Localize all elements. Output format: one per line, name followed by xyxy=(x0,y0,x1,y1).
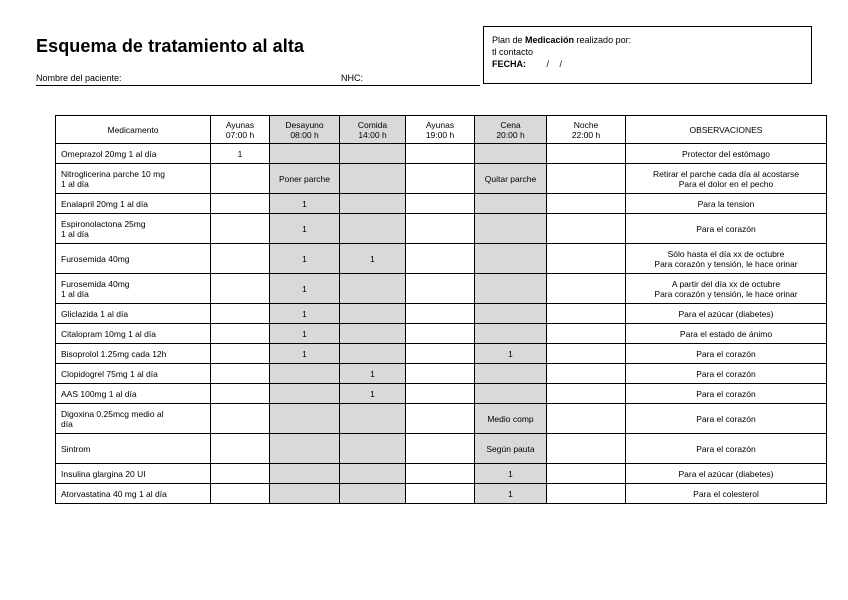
dose-cell-ayunas2 xyxy=(406,434,475,464)
header-ayunas-1900: Ayunas 19:00 h xyxy=(406,116,475,144)
dose-cell-ayunas2 xyxy=(406,464,475,484)
dose-cell-comida xyxy=(340,344,406,364)
dose-cell-ayunas1 xyxy=(211,384,270,404)
observations-cell: Retirar el parche cada día al acostarse Para el dolor en el pecho xyxy=(626,164,827,194)
dose-cell-noche xyxy=(547,144,626,164)
dose-cell-desayuno: 1 xyxy=(270,194,340,214)
dose-cell-comida: 1 xyxy=(340,364,406,384)
dose-cell-noche xyxy=(547,344,626,364)
dose-cell-desayuno: 1 xyxy=(270,324,340,344)
dose-cell-noche xyxy=(547,404,626,434)
dose-cell-ayunas1 xyxy=(211,324,270,344)
dose-cell-ayunas2 xyxy=(406,364,475,384)
dose-cell-ayunas2 xyxy=(406,304,475,324)
medication-name-cell: Insulina glargina 20 UI xyxy=(56,464,211,484)
patient-name-label: Nombre del paciente: xyxy=(36,73,122,83)
table-row xyxy=(56,244,827,274)
header-medicamento: Medicamento xyxy=(56,116,211,144)
dose-cell-ayunas1 xyxy=(211,214,270,244)
plan-prefix: Plan de xyxy=(492,35,526,45)
observations-cell: Para el estado de ánimo xyxy=(626,324,827,344)
dose-cell-desayuno: 1 xyxy=(270,344,340,364)
medication-name-cell: Clopidogrel 75mg 1 al día xyxy=(56,364,211,384)
header-cena: Cena 20:00 h xyxy=(475,116,547,144)
medication-schedule-table xyxy=(55,115,827,504)
dose-cell-noche xyxy=(547,324,626,344)
nhc-label: NHC: xyxy=(341,73,363,83)
observations-cell: A partir del día xx de octubre Para corazón y tensión, le hace orinar xyxy=(626,274,827,304)
dose-cell-ayunas1: 1 xyxy=(211,144,270,164)
dose-cell-cena xyxy=(475,384,547,404)
dose-cell-cena xyxy=(475,194,547,214)
observations-cell: Para el colesterol xyxy=(626,484,827,504)
fecha-row xyxy=(492,58,811,70)
dose-cell-desayuno xyxy=(270,144,340,164)
observations-cell: Sólo hasta el día xx de octubre Para corazón y tensión, le hace orinar xyxy=(626,244,827,274)
table-row xyxy=(56,404,827,434)
medication-name-cell: Furosemida 40mg xyxy=(56,244,211,274)
plan-suffix: realizado por: xyxy=(574,35,632,45)
dose-cell-ayunas1 xyxy=(211,164,270,194)
date-slash-2: / xyxy=(559,59,563,69)
medication-name-cell: Gliclazida 1 al día xyxy=(56,304,211,324)
observations-cell: Protector del estómago xyxy=(626,144,827,164)
observations-cell: Para el corazón xyxy=(626,344,827,364)
dose-cell-comida xyxy=(340,304,406,324)
page-title: Esquema de tratamiento al alta xyxy=(36,36,305,56)
dose-cell-noche xyxy=(547,194,626,214)
dose-cell-ayunas1 xyxy=(211,404,270,434)
medication-name-cell: Citalopram 10mg 1 al día xyxy=(56,324,211,344)
header-desayuno: Desayuno 08:00 h xyxy=(270,116,340,144)
dose-cell-noche xyxy=(547,304,626,324)
table-row xyxy=(56,274,827,304)
dose-cell-ayunas2 xyxy=(406,144,475,164)
medication-name-cell: Bisoprolol 1.25mg cada 12h xyxy=(56,344,211,364)
dose-cell-ayunas2 xyxy=(406,484,475,504)
observations-cell: Para el corazón xyxy=(626,384,827,404)
medication-name-cell: Omeprazol 20mg 1 al día xyxy=(56,144,211,164)
table-row xyxy=(56,384,827,404)
dose-cell-cena xyxy=(475,304,547,324)
dose-cell-ayunas1 xyxy=(211,484,270,504)
dose-cell-comida: 1 xyxy=(340,244,406,274)
medication-name-cell: Nitroglicerina parche 10 mg 1 al día xyxy=(56,164,211,194)
table-body xyxy=(56,144,827,504)
dose-cell-noche xyxy=(547,484,626,504)
dose-cell-desayuno: 1 xyxy=(270,214,340,244)
dose-cell-cena xyxy=(475,364,547,384)
dose-cell-ayunas1 xyxy=(211,434,270,464)
dose-cell-ayunas1 xyxy=(211,464,270,484)
dose-cell-cena xyxy=(475,324,547,344)
date-slash-1: / xyxy=(546,59,550,69)
table-row xyxy=(56,324,827,344)
dose-cell-noche xyxy=(547,464,626,484)
dose-cell-cena: Según pauta xyxy=(475,434,547,464)
dose-cell-ayunas1 xyxy=(211,364,270,384)
dose-cell-comida xyxy=(340,464,406,484)
patient-info-line xyxy=(36,72,480,86)
plan-author-line xyxy=(492,34,811,46)
dose-cell-desayuno xyxy=(270,484,340,504)
dose-cell-comida xyxy=(340,404,406,434)
header-comida: Comida 14:00 h xyxy=(340,116,406,144)
medication-name-cell: Sintrom xyxy=(56,434,211,464)
table-row xyxy=(56,164,827,194)
dose-cell-desayuno: Poner parche xyxy=(270,164,340,194)
dose-cell-cena xyxy=(475,274,547,304)
dose-cell-noche xyxy=(547,364,626,384)
dose-cell-comida xyxy=(340,164,406,194)
medication-name-cell: Furosemida 40mg 1 al día xyxy=(56,274,211,304)
medication-name-cell: Enalapril 20mg 1 al día xyxy=(56,194,211,214)
header-ayunas-0700: Ayunas 07:00 h xyxy=(211,116,270,144)
table-row xyxy=(56,344,827,364)
dose-cell-noche xyxy=(547,214,626,244)
dose-cell-cena xyxy=(475,214,547,244)
dose-cell-ayunas1 xyxy=(211,244,270,274)
dose-cell-noche xyxy=(547,434,626,464)
table-row xyxy=(56,304,827,324)
dose-cell-comida xyxy=(340,274,406,304)
medication-name-cell: Atorvastatina 40 mg 1 al día xyxy=(56,484,211,504)
dose-cell-noche xyxy=(547,274,626,304)
dose-cell-desayuno xyxy=(270,434,340,464)
table-row xyxy=(56,144,827,164)
dose-cell-ayunas2 xyxy=(406,214,475,244)
dose-cell-desayuno xyxy=(270,404,340,434)
observations-cell: Para el corazón xyxy=(626,214,827,244)
dose-cell-ayunas2 xyxy=(406,344,475,364)
table-row xyxy=(56,364,827,384)
dose-cell-ayunas2 xyxy=(406,404,475,434)
dose-cell-ayunas2 xyxy=(406,274,475,304)
plan-contact: tl contacto xyxy=(492,47,534,57)
observations-cell: Para el corazón xyxy=(626,434,827,464)
dose-cell-cena: 1 xyxy=(475,344,547,364)
dose-cell-cena xyxy=(475,144,547,164)
dose-cell-cena xyxy=(475,244,547,274)
dose-cell-cena: Medio comp xyxy=(475,404,547,434)
dose-cell-comida xyxy=(340,434,406,464)
dose-cell-ayunas1 xyxy=(211,304,270,324)
dose-cell-ayunas1 xyxy=(211,194,270,214)
dose-cell-ayunas1 xyxy=(211,344,270,364)
dose-cell-comida xyxy=(340,324,406,344)
observations-cell: Para el corazón xyxy=(626,404,827,434)
dose-cell-ayunas2 xyxy=(406,324,475,344)
observations-cell: Para la tension xyxy=(626,194,827,214)
observations-cell: Para el azúcar (diabetes) xyxy=(626,464,827,484)
table-row xyxy=(56,214,827,244)
medication-name-cell: AAS 100mg 1 al día xyxy=(56,384,211,404)
header-noche: Noche 22:00 h xyxy=(547,116,626,144)
table-row xyxy=(56,194,827,214)
dose-cell-desayuno xyxy=(270,364,340,384)
dose-cell-ayunas2 xyxy=(406,244,475,274)
table-row xyxy=(56,464,827,484)
dose-cell-comida xyxy=(340,484,406,504)
dose-cell-noche xyxy=(547,384,626,404)
dose-cell-ayunas2 xyxy=(406,164,475,194)
dose-cell-noche xyxy=(547,244,626,274)
dose-cell-desayuno xyxy=(270,464,340,484)
dose-cell-ayunas2 xyxy=(406,194,475,214)
dose-cell-desayuno: 1 xyxy=(270,244,340,274)
dose-cell-comida xyxy=(340,214,406,244)
dose-cell-cena: 1 xyxy=(475,464,547,484)
table-row xyxy=(56,484,827,504)
plan-bold-word: Medicación xyxy=(525,35,575,45)
plan-box xyxy=(483,26,812,84)
header-observaciones: OBSERVACIONES xyxy=(626,116,827,144)
table-header-row xyxy=(56,116,827,144)
dose-cell-cena: Quitar parche xyxy=(475,164,547,194)
dose-cell-comida xyxy=(340,194,406,214)
dose-cell-noche xyxy=(547,164,626,194)
table-row xyxy=(56,434,827,464)
medication-name-cell: Espironolactona 25mg 1 al día xyxy=(56,214,211,244)
medication-name-cell: Digoxina 0.25mcg medio al día xyxy=(56,404,211,434)
fecha-label: FECHA: xyxy=(492,59,526,69)
dose-cell-desayuno xyxy=(270,384,340,404)
dose-cell-ayunas1 xyxy=(211,274,270,304)
dose-cell-comida: 1 xyxy=(340,384,406,404)
dose-cell-desayuno: 1 xyxy=(270,274,340,304)
observations-cell: Para el azúcar (diabetes) xyxy=(626,304,827,324)
dose-cell-comida xyxy=(340,144,406,164)
observations-cell: Para el corazón xyxy=(626,364,827,384)
dose-cell-desayuno: 1 xyxy=(270,304,340,324)
dose-cell-ayunas2 xyxy=(406,384,475,404)
dose-cell-cena: 1 xyxy=(475,484,547,504)
